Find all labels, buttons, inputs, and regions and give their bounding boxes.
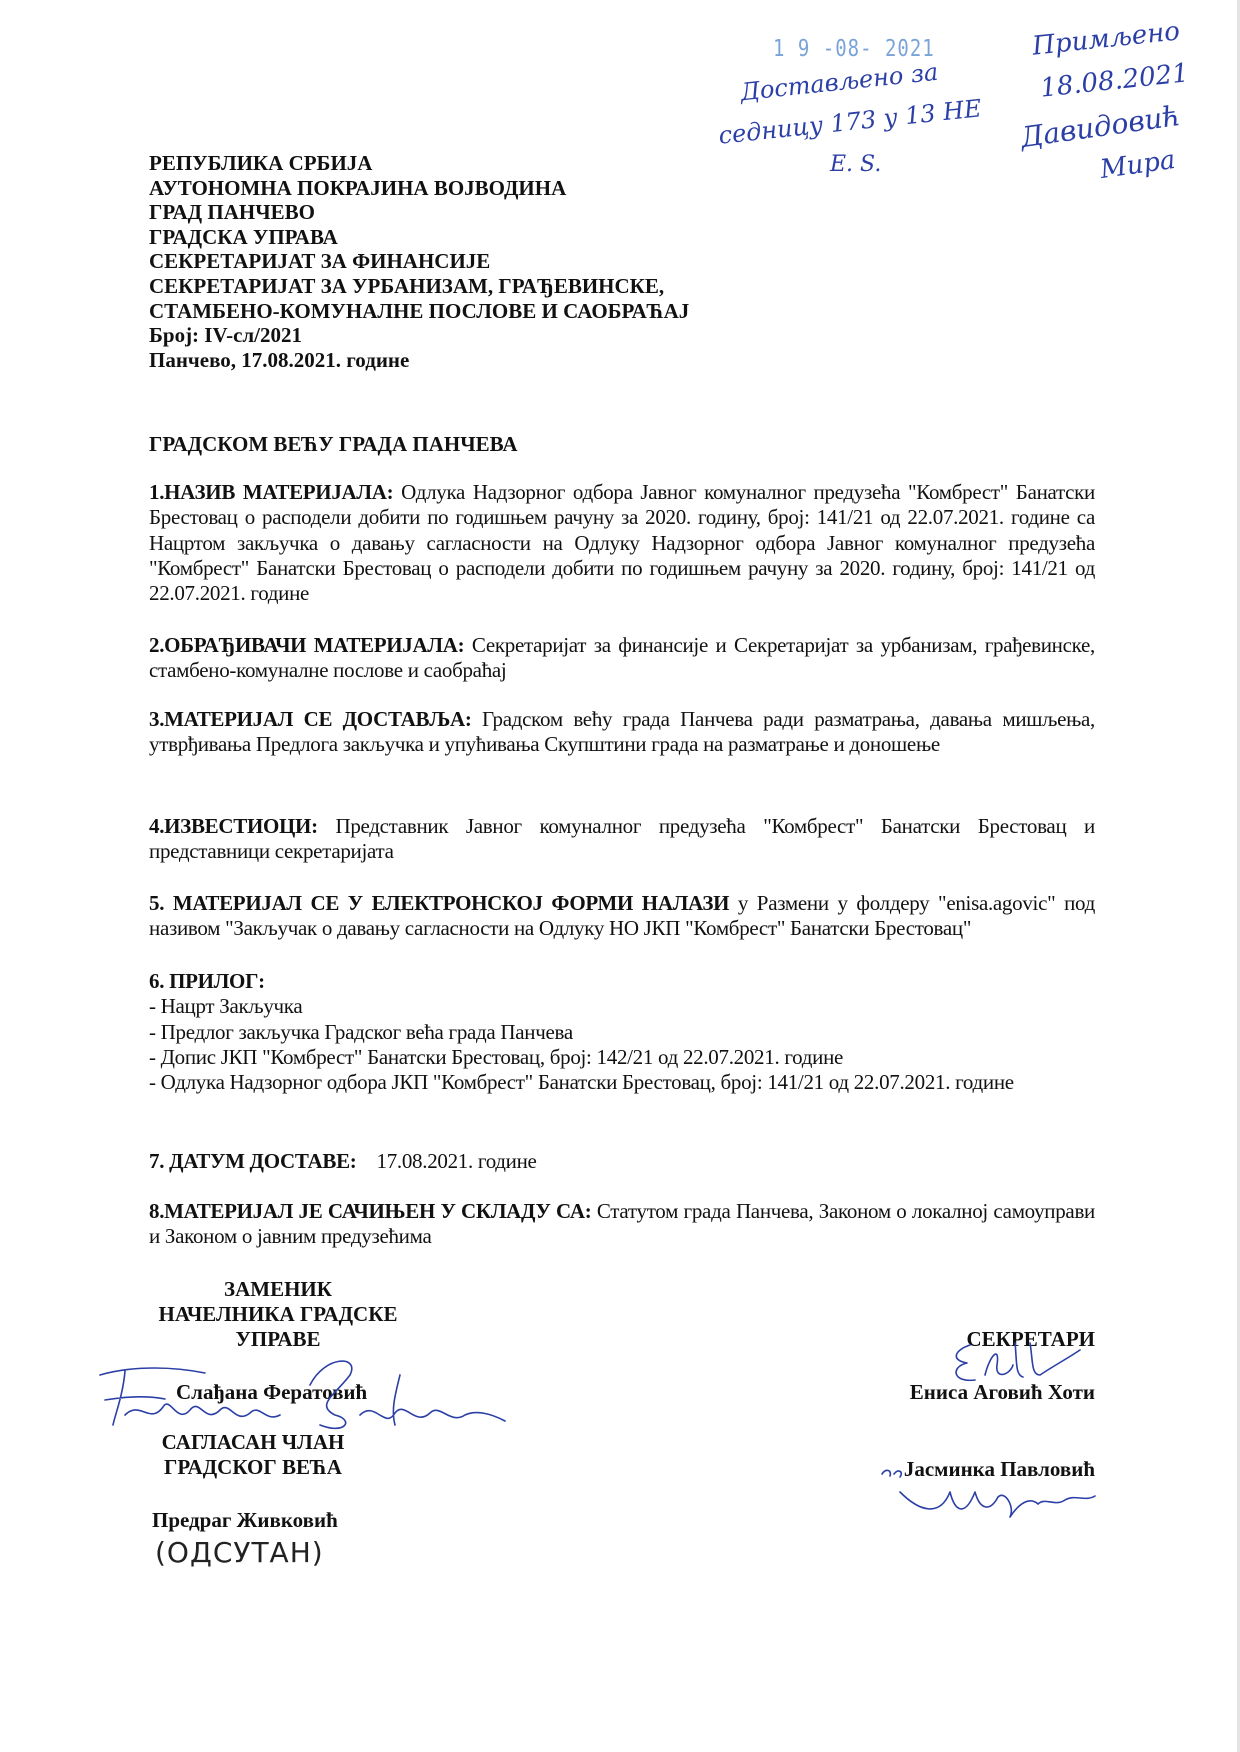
section-1-text: Одлука Надзорног одбора Јавног комуналног предузећа "Комбрест" Банатски Брестовац о расподели добити по годишњем рачуну за 2020. годину, број: 141/21 од 22.07.2021. године са Нацртом закључка о давању сагласности на Одлуку Надзорног одбора Јавног комуналног предузећа "Комбрест" Банатски Брестовац о расподели добити по годишњем рачуну за 2020. годину, број: 141/21 од 22.07.2021. године xyxy=(149,480,1095,606)
handwritten-received-label: Примљено xyxy=(1030,16,1182,62)
section-6-label: 6. ПРИЛОГ: xyxy=(149,969,265,993)
header-line-urbanism-secretariat: СЕКРЕТАРИЈАТ ЗА УРБАНИЗАМ, ГРАЂЕВИНСКЕ, xyxy=(149,273,665,298)
handwritten-received-name: Давидовић xyxy=(1018,98,1183,155)
document-header xyxy=(149,151,689,372)
handwritten-note-line-1: Достављено за xyxy=(739,57,940,107)
attachment-item: - Предлог закључка Градског већа града Панчева xyxy=(149,1019,573,1044)
handwritten-received-firstname: Мира xyxy=(1098,144,1178,186)
section-7-label: 7. ДАТУМ ДОСТАВЕ: xyxy=(149,1149,357,1173)
council-member-absent-note: (ОДСУТАН) xyxy=(155,1536,324,1569)
recipient-heading: ГРАДСКОМ ВЕЋУ ГРАДА ПАНЧЕВА xyxy=(149,432,518,456)
section-3-label: 3.МАТЕРИЈАЛ СЕ ДОСТАВЉА: xyxy=(149,707,472,731)
section-8-label: 8.МАТЕРИЈАЛ ЈЕ САЧИЊЕН У СКЛАДУ СА: xyxy=(149,1199,592,1223)
attachment-item: - Одлука Надзорног одбора ЈКП "Комбрест" Банатски Брестовац, број: 141/21 од 22.07.2021. године xyxy=(149,1070,1014,1095)
section-3-text: Градском већу града Панчева ради разматрања, давања мишљења, утврђивања Предлога закључка и упућивања Скупштини града на разматрање и доношење xyxy=(149,707,1095,757)
secretary-1-name: Ениса Аговић Хоти xyxy=(909,1380,1095,1404)
section-5-label: 5. МАТЕРИЈАЛ СЕ У ЕЛЕКТРОНСКОЈ ФОРМИ НАЛАЗИ xyxy=(149,891,730,915)
header-line-city: ГРАД ПАНЧЕВО xyxy=(149,200,315,225)
section-3-delivered-to xyxy=(149,707,1095,758)
section-4-text: Представник Јавног комуналног предузећа "Комбрест" Банатски Брестовац и представници секретаријата xyxy=(149,814,1095,864)
section-7-delivery-date xyxy=(149,1149,1095,1174)
deputy-title-line: УПРАВЕ xyxy=(235,1327,321,1351)
council-member-title-line: САГЛАСАН ЧЛАН xyxy=(161,1430,345,1454)
section-2-prepared-by xyxy=(149,633,1095,684)
deputy-title-line: НАЧЕЛНИКА ГРАДСКЕ xyxy=(158,1302,398,1326)
handwritten-received-date: 18.08.2021 xyxy=(1038,58,1191,104)
section-4-rapporteurs xyxy=(149,814,1095,865)
secretaries-title: СЕКРЕТАРИ xyxy=(966,1327,1095,1351)
header-line-country: РЕПУБЛИКА СРБИЈА xyxy=(149,151,373,175)
header-line-finance-secretariat: СЕКРЕТАРИЈАТ ЗА ФИНАНСИЈЕ xyxy=(149,249,491,274)
header-place-date: Панчево, 17.08.2021. године xyxy=(149,347,410,372)
section-5-electronic-location xyxy=(149,891,1095,942)
handwritten-note-line-2: седницу 173 у 13 НЕ xyxy=(717,94,983,150)
section-4-label: 4.ИЗВЕСТИОЦИ: xyxy=(149,814,318,838)
header-line-province: АУТОНОМНА ПОКРАЈИНА ВОЈВОДИНА xyxy=(149,175,567,200)
section-1-material-title xyxy=(149,480,1095,606)
received-date-stamp: 1 9 -08- 2021 xyxy=(773,35,935,63)
section-7-text: 17.08.2021. године xyxy=(376,1149,537,1173)
section-6-attachments xyxy=(149,969,1095,1095)
section-1-label: 1.НАЗИВ МАТЕРИЈАЛА: xyxy=(149,480,394,504)
handwritten-note-initials: Е. S. xyxy=(830,152,882,177)
attachment-item: - Нацрт Закључка xyxy=(149,994,303,1019)
header-line-administration: ГРАДСКА УПРАВА xyxy=(149,224,338,249)
council-member-title-line: ГРАДСКОГ ВЕЋА xyxy=(164,1455,342,1479)
deputy-title-line: ЗАМЕНИК xyxy=(224,1277,332,1301)
header-line-urbanism-secretariat-cont: СТАМБЕНО-КОМУНАЛНЕ ПОСЛОВЕ И САОБРАЋАЈ xyxy=(149,298,690,323)
council-member-title xyxy=(148,1430,358,1480)
council-member-name: Предраг Живковић xyxy=(152,1508,338,1532)
deputy-name: Слађана Фератовић xyxy=(176,1380,368,1404)
secretary-2-name: Јасминка Павловић xyxy=(903,1457,1095,1481)
section-8-legal-basis xyxy=(149,1199,1095,1250)
attachment-item: - Допис ЈКП "Комбрест" Банатски Брестовац, број: 142/21 од 22.07.2021. године xyxy=(149,1044,844,1069)
deputy-head-title xyxy=(146,1277,410,1352)
secretary-2-signature xyxy=(880,1462,1100,1522)
header-reference-number: Број: IV-сл/2021 xyxy=(149,323,303,348)
section-2-label: 2.ОБРАЂИВАЧИ МАТЕРИЈАЛА: xyxy=(149,633,465,657)
section-5-text: у Размени у фолдеру "enisa.agovic" под називом "Закључак о давању сагласности на Одлуку НО ЈКП "Комбрест" Банатски Брестовац" xyxy=(149,891,1095,941)
section-8-text: Статутом града Панчева, Законом о локалној самоуправи и Законом о јавним предузећима xyxy=(149,1199,1095,1249)
section-2-text: Секретаријат за финансије и Секретаријат за урбанизам, грађевинске, стамбено-комуналне послове и саобраћај xyxy=(149,633,1095,683)
